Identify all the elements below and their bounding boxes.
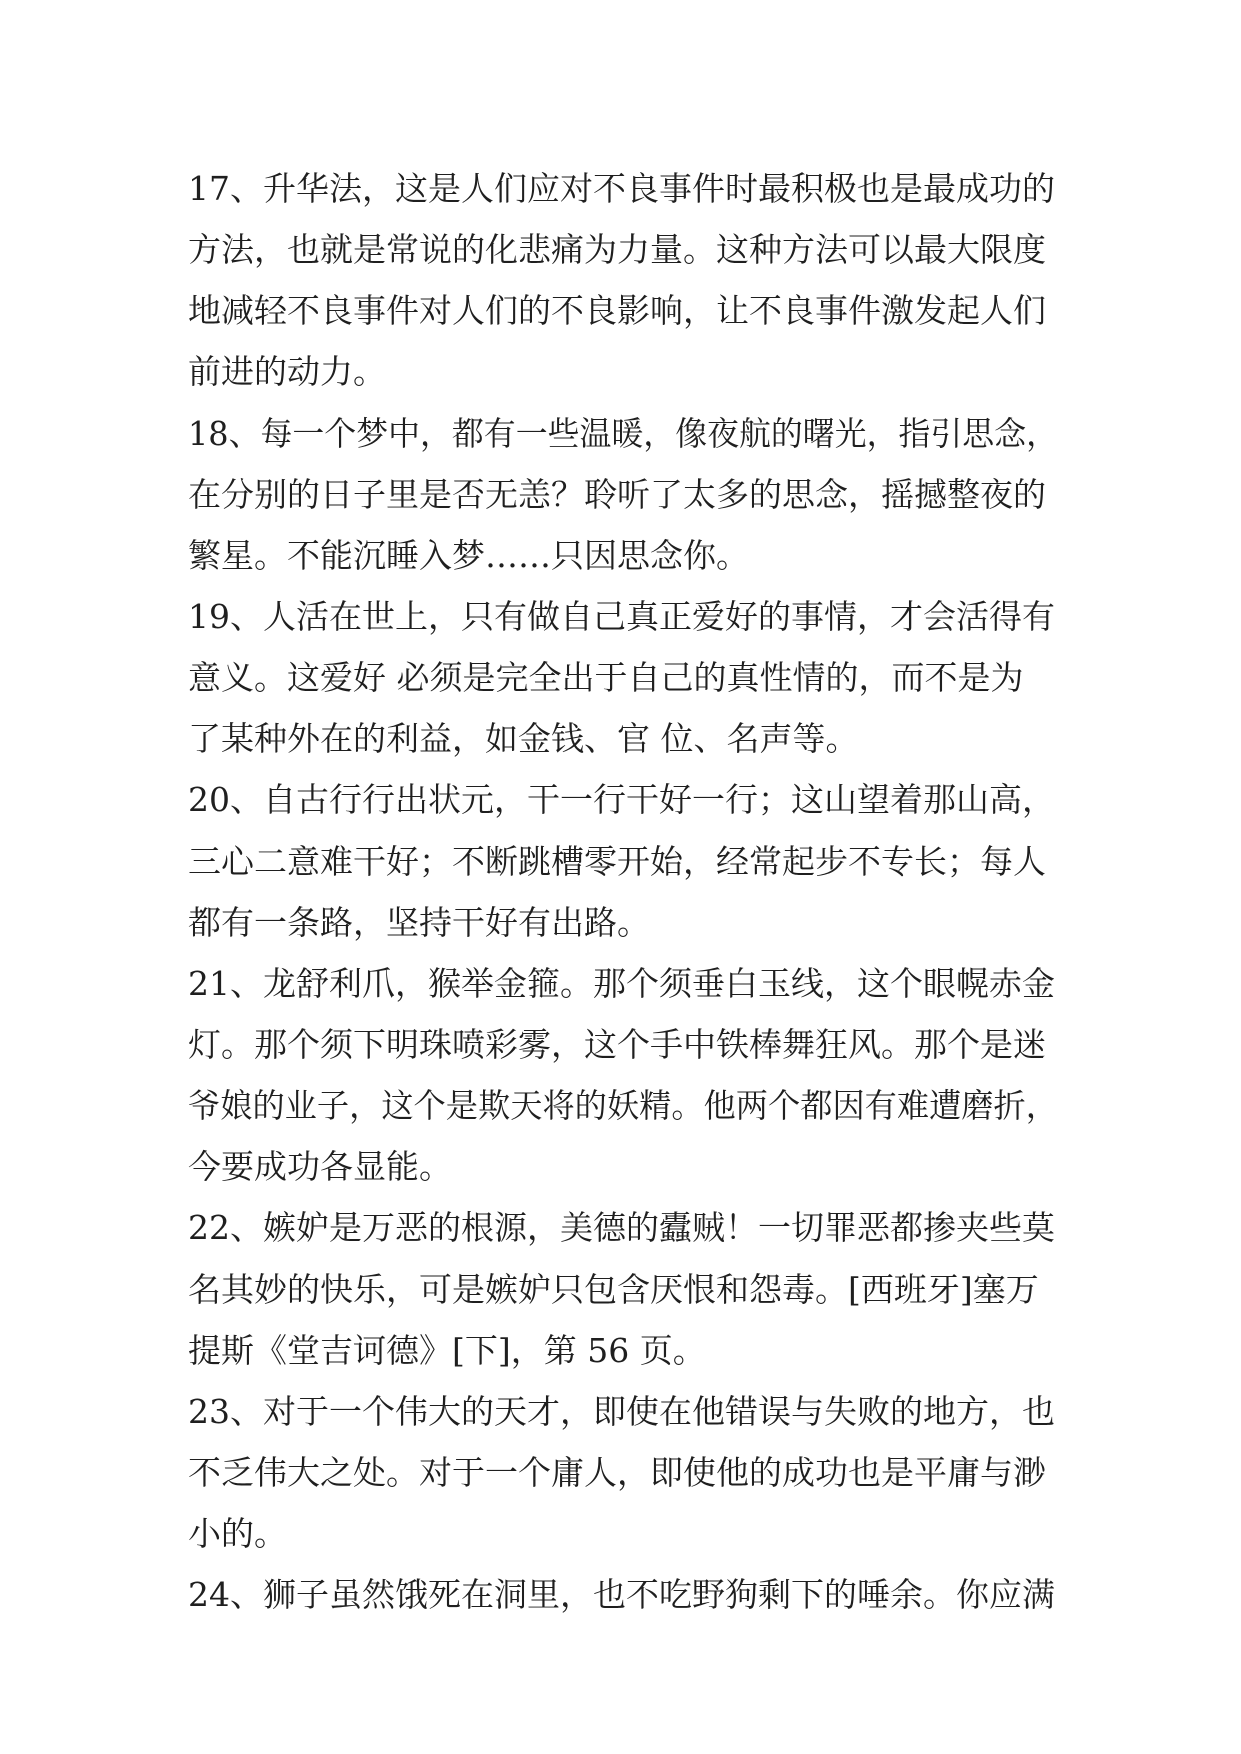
text-line: 三心二意难干好；不断跳槽零开始，经常起步不专长；每人 — [188, 841, 1046, 881]
text-line: 18、每一个梦中，都有一些温暖，像夜航的曙光，指引思念， — [188, 413, 1058, 453]
text-line: 小的。 — [188, 1514, 287, 1554]
text-line: 了某种外在的利益，如金钱、官 位、名声等。 — [188, 719, 859, 759]
text-line: 前进的动力。 — [188, 352, 386, 392]
text-line: 17、升华法，这是人们应对不良事件时最积极也是最成功的 — [188, 169, 1055, 208]
text-line: 地减轻不良事件对人们的不良影响，让不良事件激发起人们 — [188, 291, 1046, 331]
text-line: 爷娘的业子，这个是欺天将的妖精。他两个都因有难遭磨折， — [188, 1086, 1058, 1126]
text-line: 不乏伟大之处。对于一个庸人，即使他的成功也是平庸与渺 — [188, 1452, 1046, 1492]
text-line: 繁星。不能沉睡入梦……只因思念你。 — [188, 535, 749, 575]
text-line: 名其妙的快乐，可是嫉妒只包含厌恨和怨毒。[西班牙]塞万 — [188, 1269, 1039, 1309]
text-line: 提斯《堂吉诃德》[下]，第 56 页。 — [188, 1330, 706, 1370]
page-body — [188, 158, 1058, 1625]
text-line: 19、人活在世上，只有做自己真正爱好的事情，才会活得有 — [188, 596, 1055, 636]
text-line: 灯。那个须下明珠喷彩雾，这个手中铁棒舞狂风。那个是迷 — [188, 1024, 1046, 1064]
text-line: 21、龙舒利爪，猴举金箍。那个须垂白玉线，这个眼幌赤金 — [188, 963, 1055, 1003]
text-line: 23、对于一个伟大的天才，即使在他错误与失败的地方，也 — [188, 1391, 1055, 1431]
text-line: 都有一条路，坚持干好有出路。 — [188, 902, 650, 942]
text-line: 22、嫉妒是万恶的根源，美德的蠹贼！一切罪恶都掺夹些莫 — [188, 1208, 1055, 1248]
text-line: 20、自古行行出状元，干一行干好一行；这山望着那山高， — [188, 780, 1055, 820]
text-line: 24、狮子虽然饿死在洞里，也不吃野狗剩下的唾余。你应满 — [188, 1575, 1055, 1615]
text-line: 今要成功各显能。 — [188, 1147, 452, 1187]
text-line: 方法，也就是常说的化悲痛为力量。这种方法可以最大限度 — [188, 230, 1046, 270]
text-line: 意义。这爱好 必须是完全出于自己的真性情的，而不是为 — [188, 658, 1024, 698]
text-line: 在分别的日子里是否无恙？聆听了太多的思念，摇撼整夜的 — [188, 474, 1046, 514]
